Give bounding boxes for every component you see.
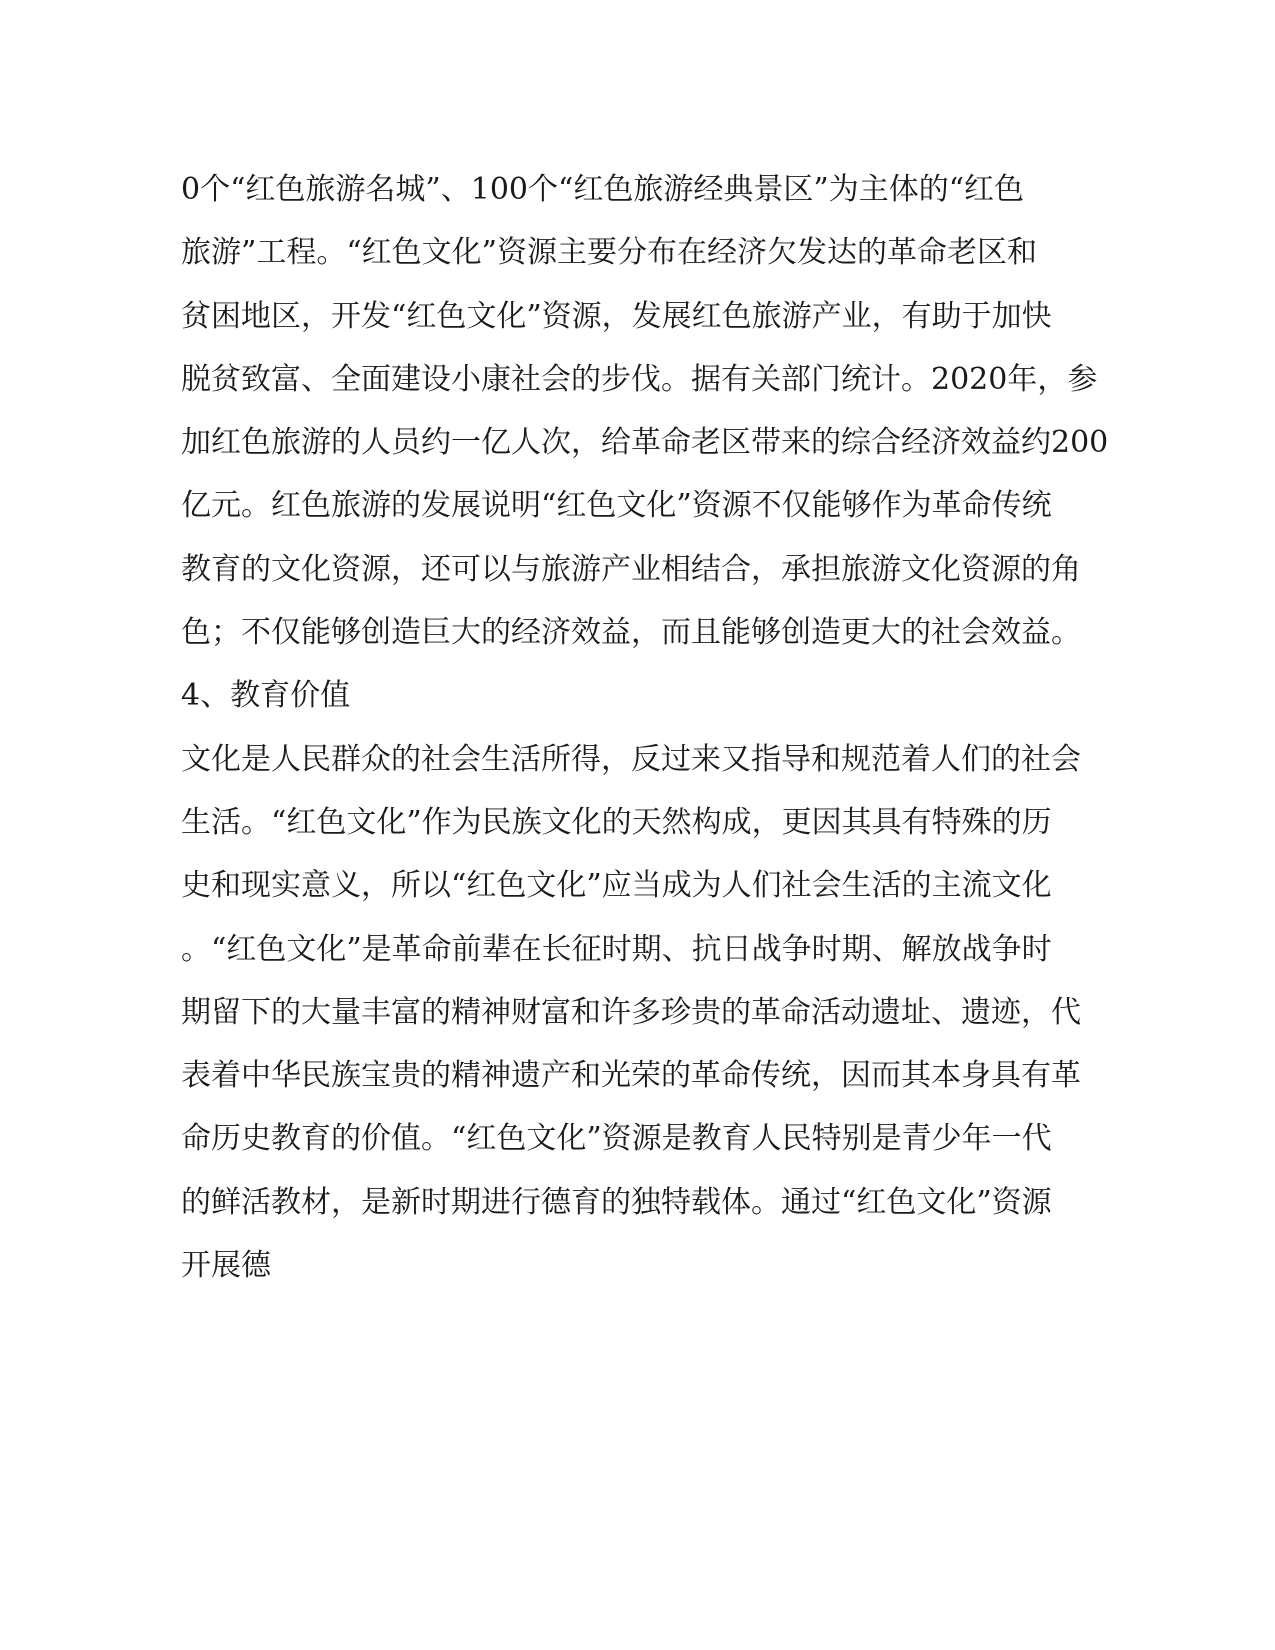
text-line: 期留下的大量丰富的精神财富和许多珍贵的革命活动遗址、遗迹，代 xyxy=(181,994,1081,1030)
text-line: 命历史教育的价值。“红色文化”资源是教育人民特别是青少年一代 xyxy=(181,1121,1052,1157)
text-line: 旅游”工程。“红色文化”资源主要分布在经济欠发达的革命老区和 xyxy=(181,235,1038,271)
text-line: 0个“红色旅游名城”、100个“红色旅游经典景区”为主体的“红色 xyxy=(181,172,1025,207)
text-line: 生活。“红色文化”作为民族文化的天然构成，更因其具有特殊的历 xyxy=(181,804,1052,840)
text-line: 开展德 xyxy=(181,1248,271,1284)
text-line: 教育的文化资源，还可以与旅游产业相结合，承担旅游文化资源的角 xyxy=(181,551,1081,587)
text-line: 的鲜活教材，是新时期进行德育的独特载体。通过“红色文化”资源 xyxy=(181,1184,1052,1220)
text-line: 亿元。红色旅游的发展说明“红色文化”资源不仅能够作为革命传统 xyxy=(181,488,1052,524)
text-line: 表着中华民族宝贵的精神遗产和光荣的革命传统，因而其本身具有革 xyxy=(181,1058,1081,1094)
text-line: 。“红色文化”是革命前辈在长征时期、抗日战争时期、解放战争时 xyxy=(181,931,1052,967)
body-text xyxy=(181,158,1109,1297)
text-line: 加红色旅游的人员约一亿人次，给革命老区带来的综合经济效益约200 xyxy=(181,425,1109,461)
text-line: 史和现实意义，所以“红色文化”应当成为人们社会生活的主流文化 xyxy=(181,868,1052,904)
text-line: 色；不仅能够创造巨大的经济效益，而且能够创造更大的社会效益。 xyxy=(181,615,1081,651)
section-heading: 4、教育价值 xyxy=(181,678,351,714)
text-line: 脱贫致富、全面建设小康社会的步伐。据有关部门统计。2020年，参 xyxy=(181,361,1098,397)
text-line: 贫困地区，开发“红色文化”资源，发展红色旅游产业，有助于加快 xyxy=(181,298,1052,334)
text-line: 文化是人民群众的社会生活所得，反过来又指导和规范着人们的社会 xyxy=(181,741,1081,777)
